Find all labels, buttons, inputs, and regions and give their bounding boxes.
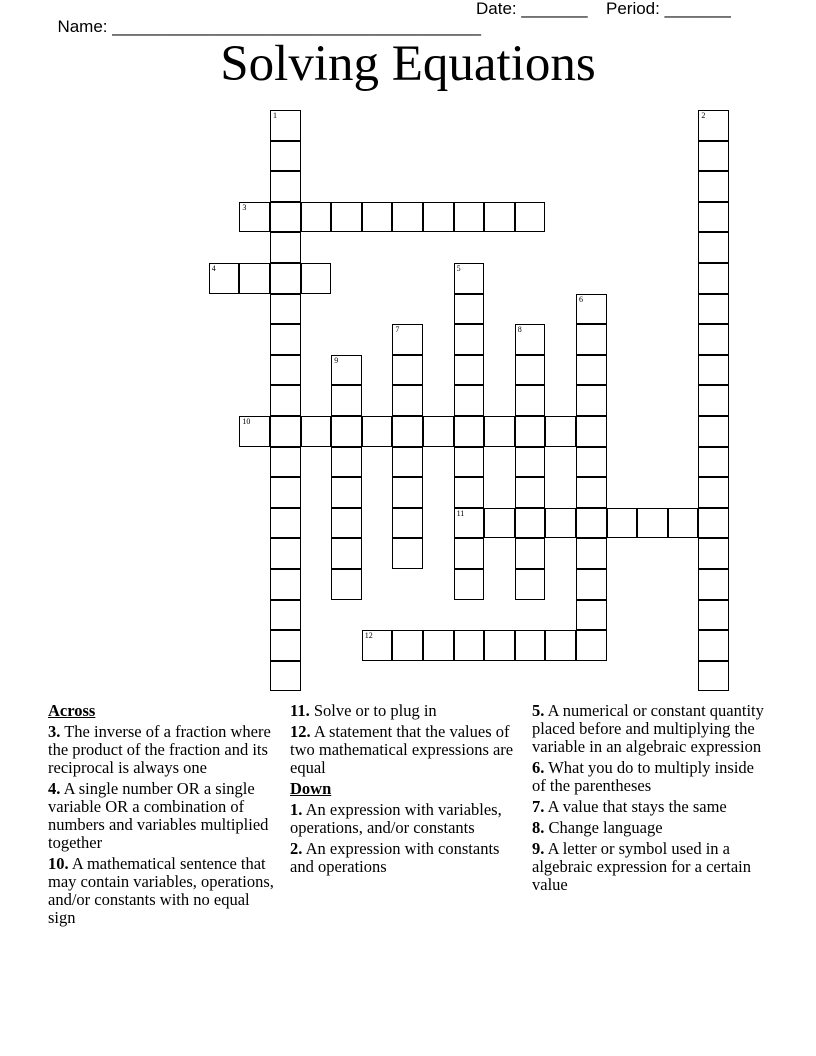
crossword-cell[interactable] (698, 385, 729, 416)
clue-down-7 (532, 798, 768, 816)
crossword-cell[interactable] (698, 630, 729, 661)
clue-text: Change language (548, 818, 663, 837)
crossword-cell[interactable] (698, 171, 729, 202)
crossword-cell[interactable] (576, 600, 607, 631)
cell-number: 5 (456, 264, 461, 273)
crossword-cell[interactable] (515, 416, 546, 447)
crossword-cell[interactable] (637, 508, 668, 539)
clue-text: A mathematical sentence that may contain variables, operations, and/or constants with no equal sign (48, 854, 274, 927)
crossword-cell[interactable] (454, 385, 485, 416)
crossword-cell[interactable] (392, 416, 423, 447)
crossword-cell[interactable] (515, 508, 546, 539)
clue-text: An expression with constants and operations (290, 839, 500, 876)
crossword-cell[interactable] (698, 416, 729, 447)
down-heading: Down (290, 779, 332, 798)
crossword-cell[interactable] (362, 202, 393, 233)
crossword-cell[interactable] (576, 447, 607, 478)
crossword-cell[interactable] (515, 355, 546, 386)
crossword-cell[interactable] (239, 416, 270, 447)
crossword-cell[interactable] (270, 630, 301, 661)
crossword-cell[interactable] (301, 263, 332, 294)
crossword-cell[interactable] (576, 508, 607, 539)
clue-column-2 (290, 702, 514, 879)
clue-text: Solve or to plug in (313, 701, 437, 720)
crossword-cell[interactable] (484, 202, 515, 233)
crossword-cell[interactable] (454, 630, 485, 661)
cell-number: 2 (701, 111, 706, 120)
clue-column-3 (532, 702, 768, 897)
crossword-cell[interactable] (545, 630, 576, 661)
crossword-cell[interactable] (545, 508, 576, 539)
crossword-cell[interactable] (515, 324, 546, 355)
crossword-cell[interactable] (515, 477, 546, 508)
crossword-cell[interactable] (698, 508, 729, 539)
crossword-cell[interactable] (576, 294, 607, 325)
cell-number: 9 (334, 355, 339, 365)
crossword-cell[interactable] (392, 202, 423, 233)
crossword-cell[interactable] (484, 630, 515, 661)
crossword-cell[interactable] (515, 569, 546, 600)
crossword-cell[interactable] (698, 600, 729, 631)
crossword-cell[interactable] (576, 630, 607, 661)
clue-across-11 (290, 702, 514, 720)
crossword-cell[interactable] (454, 508, 485, 539)
crossword-cell[interactable] (698, 110, 729, 141)
cell-number: 8 (517, 325, 522, 335)
clue-number: 7. (532, 797, 545, 816)
crossword-cell[interactable] (270, 600, 301, 631)
clue-text: A statement that the values of two mathematical expressions are equal (290, 722, 514, 777)
crossword-cell[interactable] (515, 447, 546, 478)
crossword-cell[interactable] (301, 202, 332, 233)
crossword-cell[interactable] (698, 477, 729, 508)
crossword-cell[interactable] (698, 447, 729, 478)
cell-number: 4 (211, 264, 216, 273)
clue-number: 1. (290, 800, 303, 819)
crossword-cell[interactable] (576, 569, 607, 600)
cell-number: 3 (242, 202, 247, 212)
page-title: Solving Equations (220, 36, 596, 92)
crossword-cell[interactable] (362, 630, 393, 661)
clue-number: 9. (532, 839, 545, 858)
clue-down-9 (532, 840, 768, 894)
crossword-cell[interactable] (209, 263, 240, 294)
name-line[interactable]: Name: _______________________________________ (57, 17, 481, 36)
crossword-cell[interactable] (392, 538, 423, 569)
crossword-cell[interactable] (698, 569, 729, 600)
across-heading: Across (48, 701, 96, 720)
clue-text: A single number OR a single variable OR a combination of numbers and variables multiplied together (48, 779, 269, 852)
crossword-cell[interactable] (270, 508, 301, 539)
crossword-cell[interactable] (331, 416, 362, 447)
clue-down-1 (290, 801, 514, 837)
crossword-cell[interactable] (270, 324, 301, 355)
clue-number: 4. (48, 779, 61, 798)
crossword-cell[interactable] (454, 355, 485, 386)
crossword-cell[interactable] (270, 294, 301, 325)
crossword-cell[interactable] (423, 416, 454, 447)
crossword-cell[interactable] (454, 324, 485, 355)
cell-number: 6 (579, 294, 583, 304)
crossword-cell[interactable] (515, 630, 546, 661)
crossword-cell[interactable] (362, 416, 393, 447)
clue-text: The inverse of a fraction where the product of the fraction and its reciprocal is always one (48, 722, 271, 777)
crossword-cell[interactable] (698, 232, 729, 263)
clue-across-12 (290, 723, 514, 777)
cell-number: 12 (364, 631, 373, 641)
crossword-cell[interactable] (270, 202, 301, 233)
crossword-cell[interactable] (423, 630, 454, 661)
clue-down-2 (290, 840, 514, 876)
crossword-cell[interactable] (576, 477, 607, 508)
crossword-cell[interactable] (270, 569, 301, 600)
crossword-cell[interactable] (698, 538, 729, 569)
crossword-cell[interactable] (698, 324, 729, 355)
crossword-cell[interactable] (454, 202, 485, 233)
crossword-cell[interactable] (607, 508, 638, 539)
clue-number: 8. (532, 818, 545, 837)
crossword-cell[interactable] (454, 263, 485, 294)
crossword-cell[interactable] (270, 232, 301, 263)
crossword-cell[interactable] (270, 477, 301, 508)
crossword-cell[interactable] (331, 385, 362, 416)
clue-number: 5. (532, 701, 545, 720)
crossword-cell[interactable] (454, 416, 485, 447)
crossword-cell[interactable] (698, 202, 729, 233)
crossword-cell[interactable] (270, 355, 301, 386)
crossword-cell[interactable] (515, 538, 546, 569)
crossword-cell[interactable] (454, 477, 485, 508)
crossword-cell[interactable] (270, 385, 301, 416)
cell-number: 10 (242, 417, 251, 426)
clue-across-3 (48, 723, 274, 777)
crossword-cell[interactable] (270, 447, 301, 478)
crossword-cell[interactable] (331, 355, 362, 386)
crossword-cell[interactable] (392, 324, 423, 355)
crossword-cell[interactable] (576, 355, 607, 386)
crossword-cell[interactable] (698, 263, 729, 294)
crossword-cell[interactable] (331, 508, 362, 539)
clue-text: A letter or symbol used in a algebraic expression for a certain value (532, 839, 751, 894)
crossword-cell[interactable] (392, 630, 423, 661)
crossword-cell[interactable] (270, 171, 301, 202)
crossword-cell[interactable] (270, 538, 301, 569)
cell-number: 11 (456, 508, 465, 518)
clue-down-8 (532, 819, 768, 837)
clue-text: What you do to multiply inside of the parentheses (532, 758, 754, 795)
crossword-cell[interactable] (698, 141, 729, 172)
clue-number: 11. (290, 701, 310, 720)
clue-number: 2. (290, 839, 303, 858)
clue-number: 12. (290, 722, 311, 741)
clue-down-5 (532, 702, 768, 756)
clue-column-1 (48, 702, 274, 930)
crossword-cell[interactable] (576, 538, 607, 569)
crossword-cell[interactable] (515, 385, 546, 416)
crossword-cell[interactable] (331, 447, 362, 478)
crossword-cell[interactable] (392, 508, 423, 539)
crossword-cell[interactable] (270, 416, 301, 447)
crossword-cell[interactable] (423, 202, 454, 233)
clue-number: 10. (48, 854, 69, 873)
date-line[interactable]: Date: _______ (476, 0, 588, 18)
crossword-cell[interactable] (576, 416, 607, 447)
clue-text: A numerical or constant quantity placed before and multiplying the variable in an algebraic expression (532, 701, 764, 756)
crossword-cell[interactable] (301, 416, 332, 447)
crossword-cell[interactable] (668, 508, 699, 539)
clue-text: An expression with variables, operations, and/or constants (290, 800, 502, 837)
cell-number: 1 (273, 111, 277, 120)
crossword-cell[interactable] (698, 355, 729, 386)
crossword-cell[interactable] (331, 538, 362, 569)
clue-number: 6. (532, 758, 545, 777)
crossword-cell[interactable] (331, 477, 362, 508)
crossword-cell[interactable] (239, 202, 270, 233)
crossword-cell[interactable] (515, 202, 546, 233)
crossword-cell[interactable] (454, 538, 485, 569)
crossword-cell[interactable] (331, 569, 362, 600)
crossword-cell[interactable] (454, 294, 485, 325)
crossword-cell[interactable] (698, 294, 729, 325)
crossword-cell[interactable] (270, 661, 301, 692)
crossword-cell[interactable] (454, 569, 485, 600)
crossword-cell[interactable] (331, 202, 362, 233)
crossword-cell[interactable] (239, 263, 270, 294)
cell-number: 7 (395, 325, 400, 335)
crossword-cell[interactable] (392, 447, 423, 478)
crossword-cell[interactable] (454, 447, 485, 478)
crossword-cell[interactable] (698, 661, 729, 692)
period-line[interactable]: Period: _______ (606, 0, 731, 18)
crossword-cell[interactable] (392, 477, 423, 508)
clue-across-4 (48, 780, 274, 852)
clue-text: A value that stays the same (547, 797, 727, 816)
crossword-cell[interactable] (484, 508, 515, 539)
crossword-cell[interactable] (270, 263, 301, 294)
clue-down-6 (532, 759, 768, 795)
crossword-cell[interactable] (270, 110, 301, 141)
crossword-cell[interactable] (484, 416, 515, 447)
crossword-cell[interactable] (545, 416, 576, 447)
crossword-cell[interactable] (270, 141, 301, 172)
clue-across-10 (48, 855, 274, 927)
crossword-cell[interactable] (392, 385, 423, 416)
crossword-cell[interactable] (576, 385, 607, 416)
crossword-cell[interactable] (392, 355, 423, 386)
clue-number: 3. (48, 722, 61, 741)
crossword-cell[interactable] (576, 324, 607, 355)
